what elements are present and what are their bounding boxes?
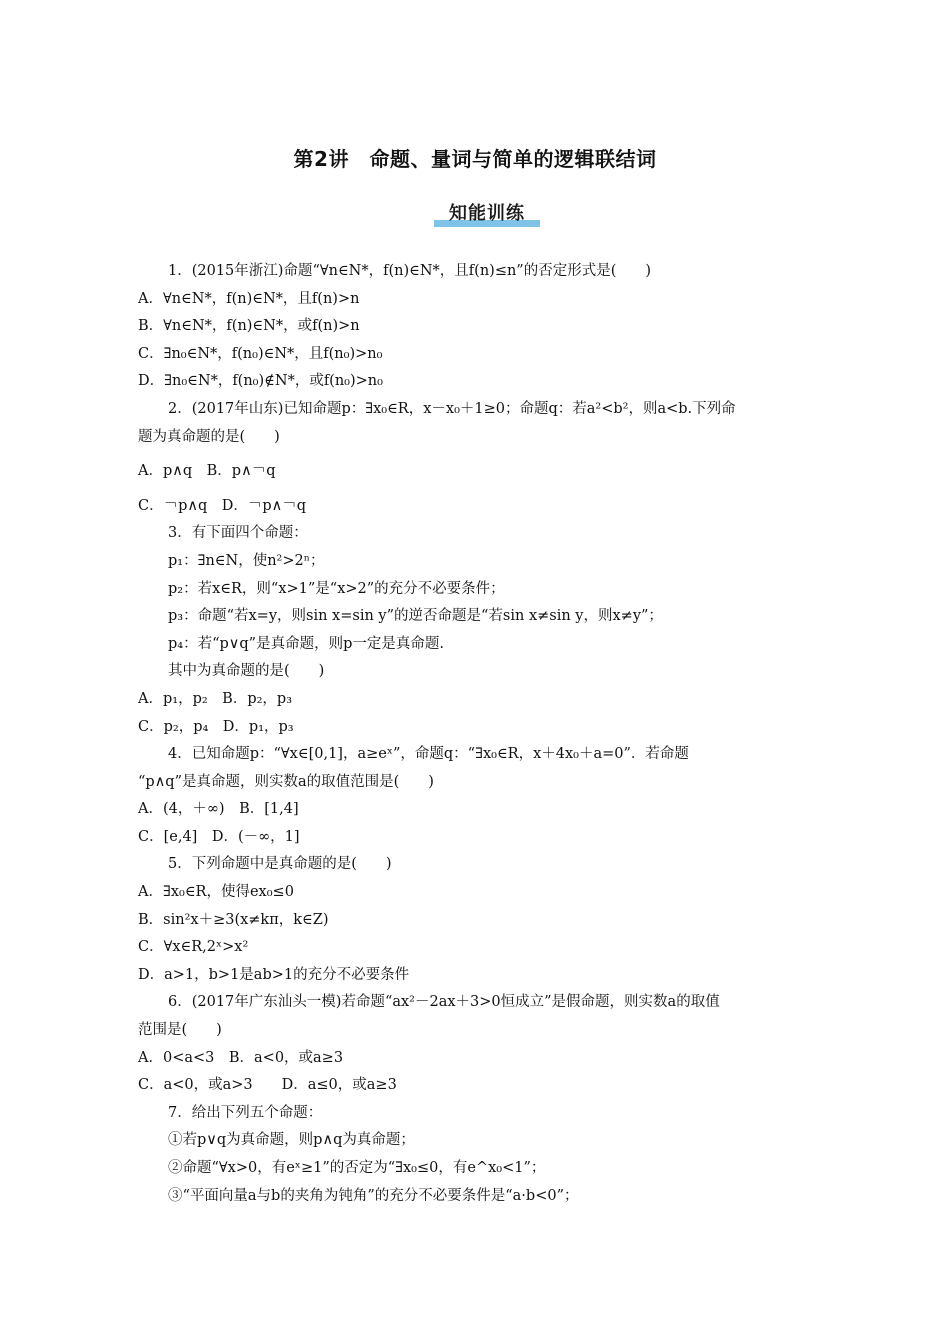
text-line: C．[e,4] D．(－∞，1] xyxy=(138,828,300,845)
section-badge xyxy=(428,203,546,227)
text-line: A．p∧q B．p∧￢q xyxy=(138,463,276,480)
text-line: 3．有下面四个命题： xyxy=(168,525,308,542)
text-line: C．∃n₀∈N*，f(n₀)∈N*，且f(n₀)>n₀ xyxy=(138,345,383,362)
text-line: C．∀x∈R,2ˣ>x² xyxy=(138,939,249,956)
text-line: A．∃x₀∈R，使得ex₀≤0 xyxy=(138,884,294,901)
text-line: ③“平面向量a与b的夹角为钝角”的充分不必要条件是“a·b<0”； xyxy=(168,1187,579,1204)
text-line: A．∀n∈N*，f(n)∈N*，且f(n)>n xyxy=(138,290,360,307)
text-line: 其中为真命题的是( ) xyxy=(168,663,325,680)
text-line: D．a>1，b>1是ab>1的充分不必要条件 xyxy=(138,966,410,983)
page-title: 第2讲 命题、量词与简单的逻辑联结词 xyxy=(293,147,657,171)
text-line: p₂：若x∈R，则“x>1”是“x>2”的充分不必要条件； xyxy=(168,580,505,597)
text-line: C．a<0，或a>3 D．a≤0，或a≥3 xyxy=(138,1077,397,1094)
text-line: 题为真命题的是( ) xyxy=(138,428,280,445)
section-badge-label: 知能训练 xyxy=(449,203,525,224)
text-line: A．p₁，p₂ B．p₂，p₃ xyxy=(138,690,293,707)
exercise-list xyxy=(138,258,818,1210)
text-line: 5．下列命题中是真命题的是( ) xyxy=(168,856,392,873)
text-line: 4．已知命题p：“∀x∈[0,1]，a≥eˣ”，命题q：“∃x₀∈R，x＋4x₀＋a=0”．若命题 xyxy=(168,746,689,763)
text-line: A．0<a<3 B．a<0，或a≥3 xyxy=(138,1049,344,1066)
text-line: ①若p∨q为真命题，则p∧q为真命题； xyxy=(168,1132,415,1149)
text-line: p₄：若“p∨q”是真命题，则p一定是真命题. xyxy=(168,635,444,652)
text-line: C．￢p∧q D．￢p∧￢q xyxy=(138,497,307,514)
text-line: p₁：∃n∈N，使n²>2ⁿ； xyxy=(168,552,325,569)
text-line: B．∀n∈N*，f(n)∈N*，或f(n)>n xyxy=(138,318,360,335)
text-line: 2．(2017年山东)已知命题p：∃x₀∈R，x－x₀＋1≥0；命题q：若a²<b²，则a<b.下列命 xyxy=(168,400,736,417)
text-line: B．sin²x＋≥3(x≠kπ，k∈Z) xyxy=(138,911,329,928)
text-line: “p∧q”是真命题，则实数a的取值范围是( ) xyxy=(138,773,434,790)
text-line: 1．(2015年浙江)命题“∀n∈N*，f(n)∈N*，且f(n)≤n”的否定形式是( ) xyxy=(168,263,652,279)
text-line: A．(4，＋∞) B．[1,4] xyxy=(138,801,299,818)
text-line: 范围是( ) xyxy=(138,1022,222,1039)
text-line: C．p₂，p₄ D．p₁，p₃ xyxy=(138,718,294,735)
text-line: 6．(2017年广东汕头一模)若命题“ax²－2ax＋3>0恒成立”是假命题，则实数a的取值 xyxy=(168,994,720,1011)
text-line: ②命题“∀x>0，有eˣ≥1”的否定为“∃x₀≤0，有e^x₀<1”； xyxy=(168,1160,546,1176)
text-line: D．∃n₀∈N*，f(n₀)∉N*，或f(n₀)>n₀ xyxy=(138,373,383,390)
text-line: 7．给出下列五个命题： xyxy=(168,1104,323,1121)
text-line: p₃：命题“若x=y，则sin x=sin y”的逆否命题是“若sin x≠sin y，则x≠y”； xyxy=(168,608,663,625)
